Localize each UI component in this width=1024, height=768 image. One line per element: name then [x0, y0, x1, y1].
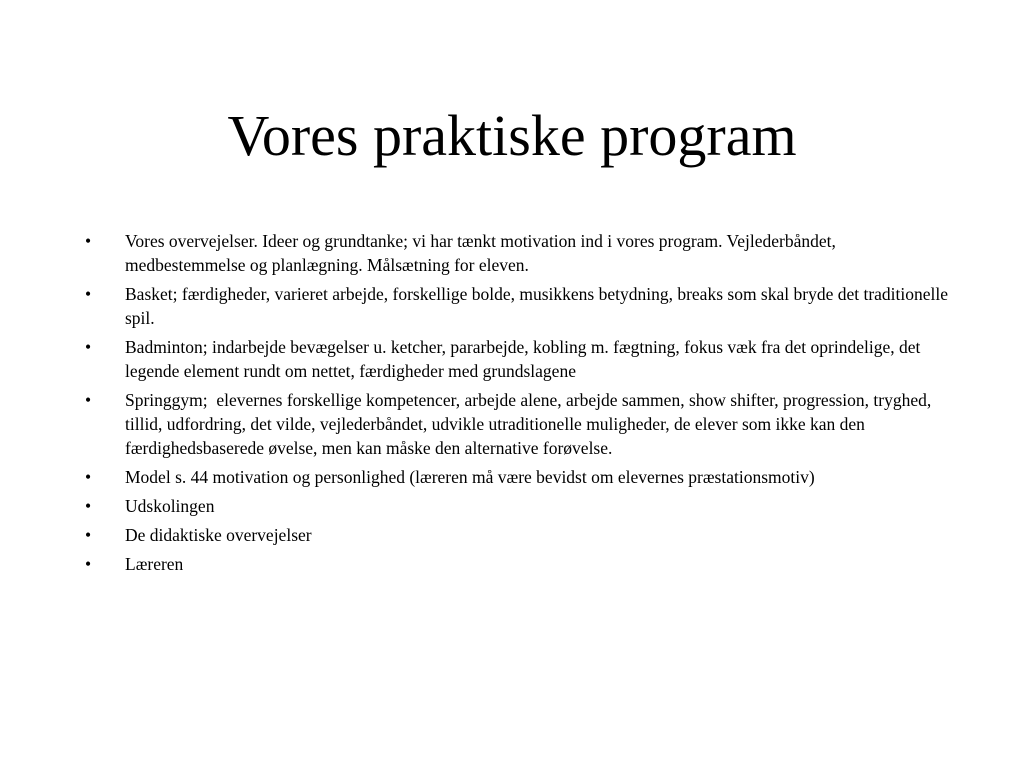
bullet-list — [85, 229, 955, 581]
bullet-item — [85, 388, 955, 460]
bullet-icon: • — [85, 337, 92, 357]
bullet-item — [85, 229, 955, 277]
bullet-icon: • — [85, 231, 92, 251]
bullet-icon: • — [85, 525, 92, 545]
bullet-item — [85, 465, 955, 489]
bullet-text: Springgym; elevernes forskellige kompetencer, arbejde alene, arbejde sammen, show shifter, progression, tryghed, tillid, udfordring, det vilde, vejlederbåndet, udvikle utraditionelle muligheder, de elever som ikke kan den færdighedsbaserede øvelse, men kan måske den alternative forøvelse. — [125, 390, 936, 458]
bullet-text: Vores overvejelser. Ideer og grundtanke; vi har tænkt motivation ind i vores program. Vejlederbåndet, medbestemmelse og planlægning. Målsætning for eleven. — [125, 231, 841, 275]
bullet-text: Læreren — [125, 554, 184, 574]
bullet-item — [85, 282, 955, 330]
bullet-item — [85, 552, 955, 576]
bullet-item — [85, 335, 955, 383]
bullet-icon: • — [85, 390, 92, 410]
slide-title: Vores praktiske program — [227, 103, 797, 168]
bullet-text: De didaktiske overvejelser — [125, 525, 312, 545]
bullet-icon: • — [85, 496, 92, 516]
bullet-text: Basket; færdigheder, varieret arbejde, forskellige bolde, musikkens betydning, breaks som skal bryde det traditionelle spil. — [125, 284, 953, 328]
bullet-item — [85, 523, 955, 547]
bullet-text: Udskolingen — [125, 496, 215, 516]
bullet-icon: • — [85, 467, 92, 487]
bullet-text: Badminton; indarbejde bevægelser u. ketcher, pararbejde, kobling m. fægtning, fokus væk fra det oprindelige, det legende element rundt om nettet, færdigheder med grundslagene — [125, 337, 925, 381]
bullet-icon: • — [85, 554, 92, 574]
bullet-icon: • — [85, 284, 92, 304]
bullet-item — [85, 494, 955, 518]
bullet-text: Model s. 44 motivation og personlighed (læreren må være bevidst om elevernes præstationsmotiv) — [125, 467, 815, 487]
